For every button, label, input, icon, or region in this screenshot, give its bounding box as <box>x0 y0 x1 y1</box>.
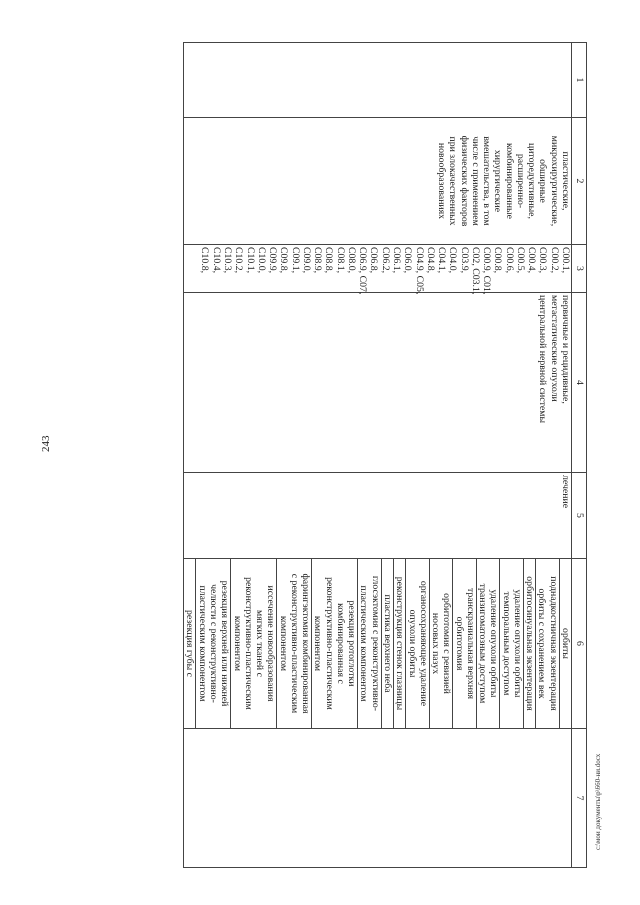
icd-code: C00.9, C01, <box>481 247 493 295</box>
icd-code: C04.8, <box>424 247 436 274</box>
method-item: орбитосинуальная экзентерация <box>523 559 535 728</box>
icd-code: C02, C03.1, <box>469 247 481 295</box>
header-row <box>572 43 587 868</box>
header-col-6: 6 <box>572 559 587 729</box>
method-item: орбитотомия с ревизией носовых пазух <box>429 559 453 728</box>
header-col-4: 4 <box>572 293 587 473</box>
cell-intervention-type: пластические, микрохирургические, обширные циторедуктивные, расширенно- комбинированные хирургические вмешательства, в том числе с применением физических факторов при злокачественных новообразованиях <box>184 118 572 245</box>
icd-code: C10.2, <box>233 247 245 274</box>
icd-code: C06.0, <box>402 247 414 274</box>
icd-code: C10.4, <box>210 247 222 274</box>
cell-icd-codes <box>184 245 572 293</box>
icd-code: C00.2, <box>548 247 560 274</box>
icd-code: C06.8, <box>368 247 380 274</box>
icd-code: C08.8, <box>323 247 335 274</box>
header-col-7: 7 <box>572 729 587 868</box>
icd-code: C06.1, <box>391 247 403 274</box>
file-path-footer: c:\мои документы\p\660-ни.docx <box>594 753 602 850</box>
method-item: глосэктомия с реконструктивно- пластическим компонентом <box>358 559 382 728</box>
methods-header: орбиты <box>560 628 571 659</box>
icd-code: C04.9, C05, <box>413 247 425 295</box>
method-item: пластика верхнего неба <box>381 559 393 728</box>
icd-code: C04.0, <box>447 247 459 274</box>
header-col-1: 1 <box>572 43 587 118</box>
cell-col-1 <box>184 43 572 118</box>
header-col-3: 3 <box>572 245 587 293</box>
icd-code: C09.8, <box>278 247 290 274</box>
method-item: удаление опухоли орбиты темпоральным доступом <box>500 559 524 728</box>
icd-code: C06.2, <box>379 247 391 274</box>
method-item: резекция ротоглотки комбинированная с реконструктивно-пластическим компонентом <box>312 559 358 728</box>
cell-treatment-type: лечение <box>184 473 572 559</box>
icd-code: C00.4, <box>526 247 538 274</box>
method-item: резекция верхней или нижней челюсти с реконструктивно- пластическим компонентом <box>196 559 231 728</box>
icd-code: C10.0, <box>255 247 267 274</box>
cell-col-7 <box>184 729 572 868</box>
page-number: 243 <box>40 435 52 452</box>
header-col-2: 2 <box>572 118 587 245</box>
method-item: транскраниальная верхняя орбитотомия <box>453 559 477 728</box>
icd-code: C08.1, <box>334 247 346 274</box>
icd-code: C09.9, <box>267 247 279 274</box>
methods-list <box>184 559 571 728</box>
icd-code: C10.8, <box>199 247 211 274</box>
icd-code: C10.3, <box>222 247 234 274</box>
rotated-table-sheet <box>77 42 587 867</box>
method-item: реконструкция стенок глазницы <box>394 559 406 728</box>
method-item: удаление опухоли орбиты транзигоматозным доступом <box>476 559 500 728</box>
icd-code: C09.0, <box>300 247 312 274</box>
procedures-table <box>183 42 587 868</box>
cell-diagnosis: первичные и рецидивные, метастатические опухоли центральной нервной системы <box>184 293 572 473</box>
header-col-5: 5 <box>572 473 587 559</box>
icd-code: C00.5, <box>514 247 526 274</box>
method-item: органосохраняющее удаление опухоли орбиты <box>406 559 430 728</box>
icd-code: C00.1, <box>560 247 571 274</box>
icd-code: C08.9, <box>312 247 324 274</box>
icd-code: C00.3, <box>537 247 549 274</box>
icd-code: C04.1, <box>436 247 448 274</box>
icd-code: C00.6, <box>503 247 515 274</box>
icd-code: C00.8, <box>492 247 504 274</box>
icd-code: C09.1, <box>289 247 301 274</box>
method-item: поднадкостничная экзентерация орбиты с сохранением век <box>536 559 560 728</box>
icd-code: C03.9, <box>458 247 470 274</box>
icd-code: C10.1, <box>244 247 256 274</box>
method-item: резекция губы с <box>184 559 196 728</box>
cell-treatment-methods <box>184 559 572 729</box>
method-item: фарингэктомия комбинированная с реконструктивно-пластическим компонентом <box>277 559 312 728</box>
icd-code: C06.9, C07, <box>357 247 369 295</box>
table-row <box>184 43 572 868</box>
method-item: иссечение новообразования мягких тканей с реконструктивно-пластическим компонентом <box>231 559 277 728</box>
icd-code: C08.0, <box>345 247 357 274</box>
